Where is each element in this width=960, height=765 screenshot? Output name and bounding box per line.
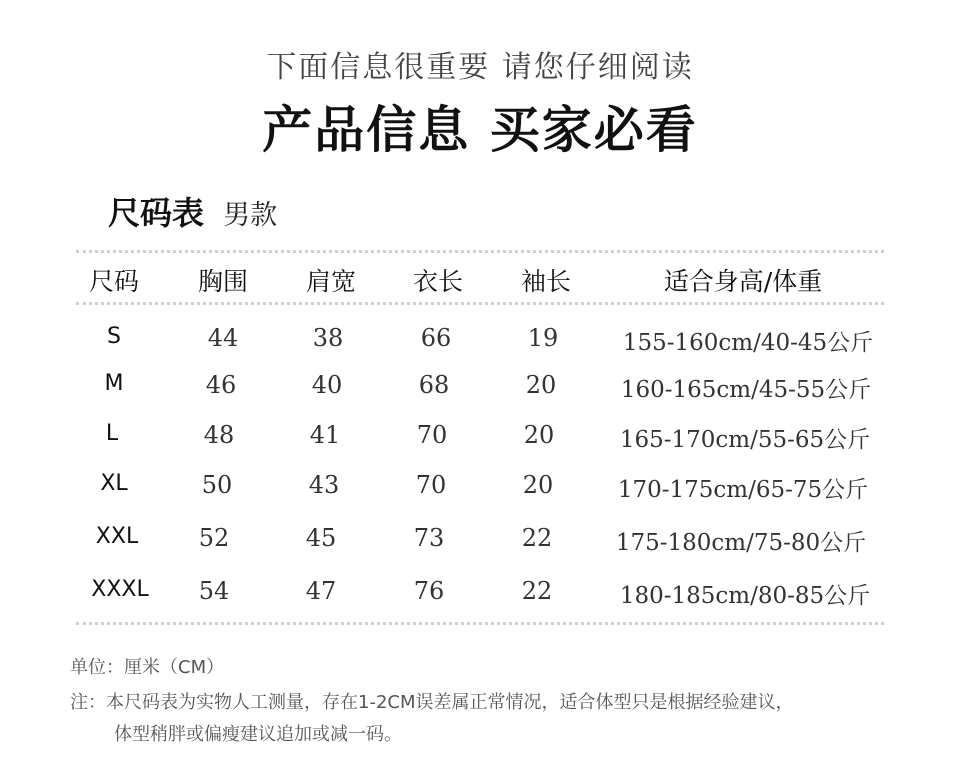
cell-shoulder: 41 [309, 421, 341, 449]
cell-size: S [107, 324, 121, 349]
cell-size: M [104, 371, 124, 396]
cell-length: 70 [416, 421, 448, 449]
cell-shoulder: 47 [305, 577, 337, 605]
section-subtitle: 男款 [223, 200, 278, 231]
cell-length: 68 [418, 371, 450, 399]
cell-sleeve: 20 [522, 471, 554, 499]
cell-shoulder: 45 [305, 524, 337, 552]
divider-bottom [76, 622, 884, 625]
header-length: 衣长 [412, 267, 464, 296]
cell-fit: 180-185cm/80-85公斤 [619, 583, 871, 609]
table-row [76, 577, 884, 613]
table-row [76, 471, 884, 507]
header-shoulder: 肩宽 [305, 267, 357, 296]
cell-fit: 165-170cm/55-65公斤 [619, 427, 871, 453]
measurement-note-cont: 体型稍胖或偏瘦建议追加或减一码。 [114, 724, 402, 745]
cell-shoulder: 40 [311, 371, 343, 399]
cell-chest: 52 [198, 524, 230, 552]
cell-fit: 175-180cm/75-80公斤 [615, 530, 867, 556]
section-title: 尺码表 [108, 194, 205, 232]
page-title: 产品信息 买家必看 [262, 101, 698, 159]
cell-chest: 46 [205, 371, 237, 399]
cell-sleeve: 19 [527, 324, 559, 352]
cell-size: L [105, 421, 119, 446]
cell-length: 76 [413, 577, 445, 605]
cell-size: XXXL [91, 577, 149, 602]
cell-length: 70 [415, 471, 447, 499]
cell-fit: 155-160cm/40-45公斤 [622, 330, 874, 356]
header-chest: 胸围 [197, 267, 249, 296]
table-row [76, 524, 884, 560]
unit-note: 单位：厘米（CM） [70, 657, 225, 678]
header-sleeve: 袖长 [520, 267, 572, 296]
table-row [76, 371, 884, 407]
table-row [76, 324, 884, 360]
measurement-note: 注：本尺码表为实物人工测量，存在1-2CM误差属正常情况，适合体型只是根据经验建议， [70, 692, 794, 713]
header-fit: 适合身高/体重 [663, 267, 823, 296]
cell-chest: 50 [201, 471, 233, 499]
cell-fit: 160-165cm/45-55公斤 [620, 377, 872, 403]
cell-fit: 170-175cm/65-75公斤 [617, 477, 869, 503]
cell-size: XXL [95, 524, 139, 549]
divider-top [76, 250, 884, 253]
cell-sleeve: 22 [521, 524, 553, 552]
divider-header [76, 302, 884, 305]
header-size: 尺码 [88, 267, 140, 296]
cell-chest: 48 [203, 421, 235, 449]
cell-sleeve: 20 [523, 421, 555, 449]
cell-shoulder: 38 [312, 324, 344, 352]
cell-sleeve: 20 [525, 371, 557, 399]
cell-chest: 44 [207, 324, 239, 352]
cell-size: XL [100, 471, 128, 496]
size-chart-heading [108, 188, 277, 234]
table-header [76, 262, 884, 298]
cell-sleeve: 22 [521, 577, 553, 605]
cell-chest: 54 [198, 577, 230, 605]
page-subtitle: 下面信息很重要 请您仔细阅读 [266, 50, 694, 85]
cell-length: 66 [420, 324, 452, 352]
cell-shoulder: 43 [308, 471, 340, 499]
table-row [76, 421, 884, 457]
cell-length: 73 [413, 524, 445, 552]
